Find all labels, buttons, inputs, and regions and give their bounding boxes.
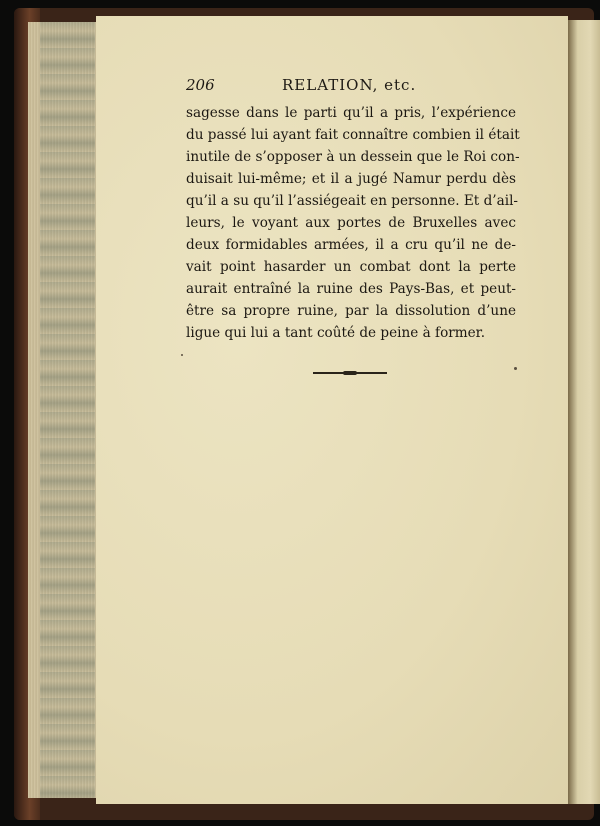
text-line: leurs, le voyant aux portes de Bruxelles avec <box>186 215 516 231</box>
paper-speck <box>514 367 517 370</box>
paper-speck <box>181 354 183 356</box>
page-number: 206 <box>186 76 215 94</box>
body-text <box>186 102 520 344</box>
text-line: inutile de s’opposer à un dessein que le Roi con- <box>186 149 520 165</box>
text-line: être sa propre ruine, par la dissolution d’une <box>186 303 516 319</box>
text-line: qu’il a su qu’il l’assiégeait en personne. Et d’ail- <box>186 193 519 209</box>
facing-page-gutter <box>568 20 600 804</box>
running-title: RELATION, etc. <box>282 76 417 94</box>
page-edge-staining <box>40 22 95 798</box>
text-line: aurait entraîné la ruine des Pays-Bas, et peut- <box>186 281 516 297</box>
text-line: duisait lui-même; et il a jugé Namur perdu dès <box>186 171 516 187</box>
text-line: du passé lui ayant fait connaître combien il était <box>186 127 520 143</box>
page-header <box>186 76 516 98</box>
text-line: deux formidables armées, il a cru qu’il ne de- <box>186 237 516 253</box>
text-line: ligue qui lui a tant coûté de peine à former. <box>186 325 486 341</box>
text-line: vait point hasarder un combat dont la perte <box>186 259 516 275</box>
end-ornament-rule <box>313 372 387 374</box>
text-line: sagesse dans le parti qu’il a pris, l’expérience <box>186 105 516 121</box>
